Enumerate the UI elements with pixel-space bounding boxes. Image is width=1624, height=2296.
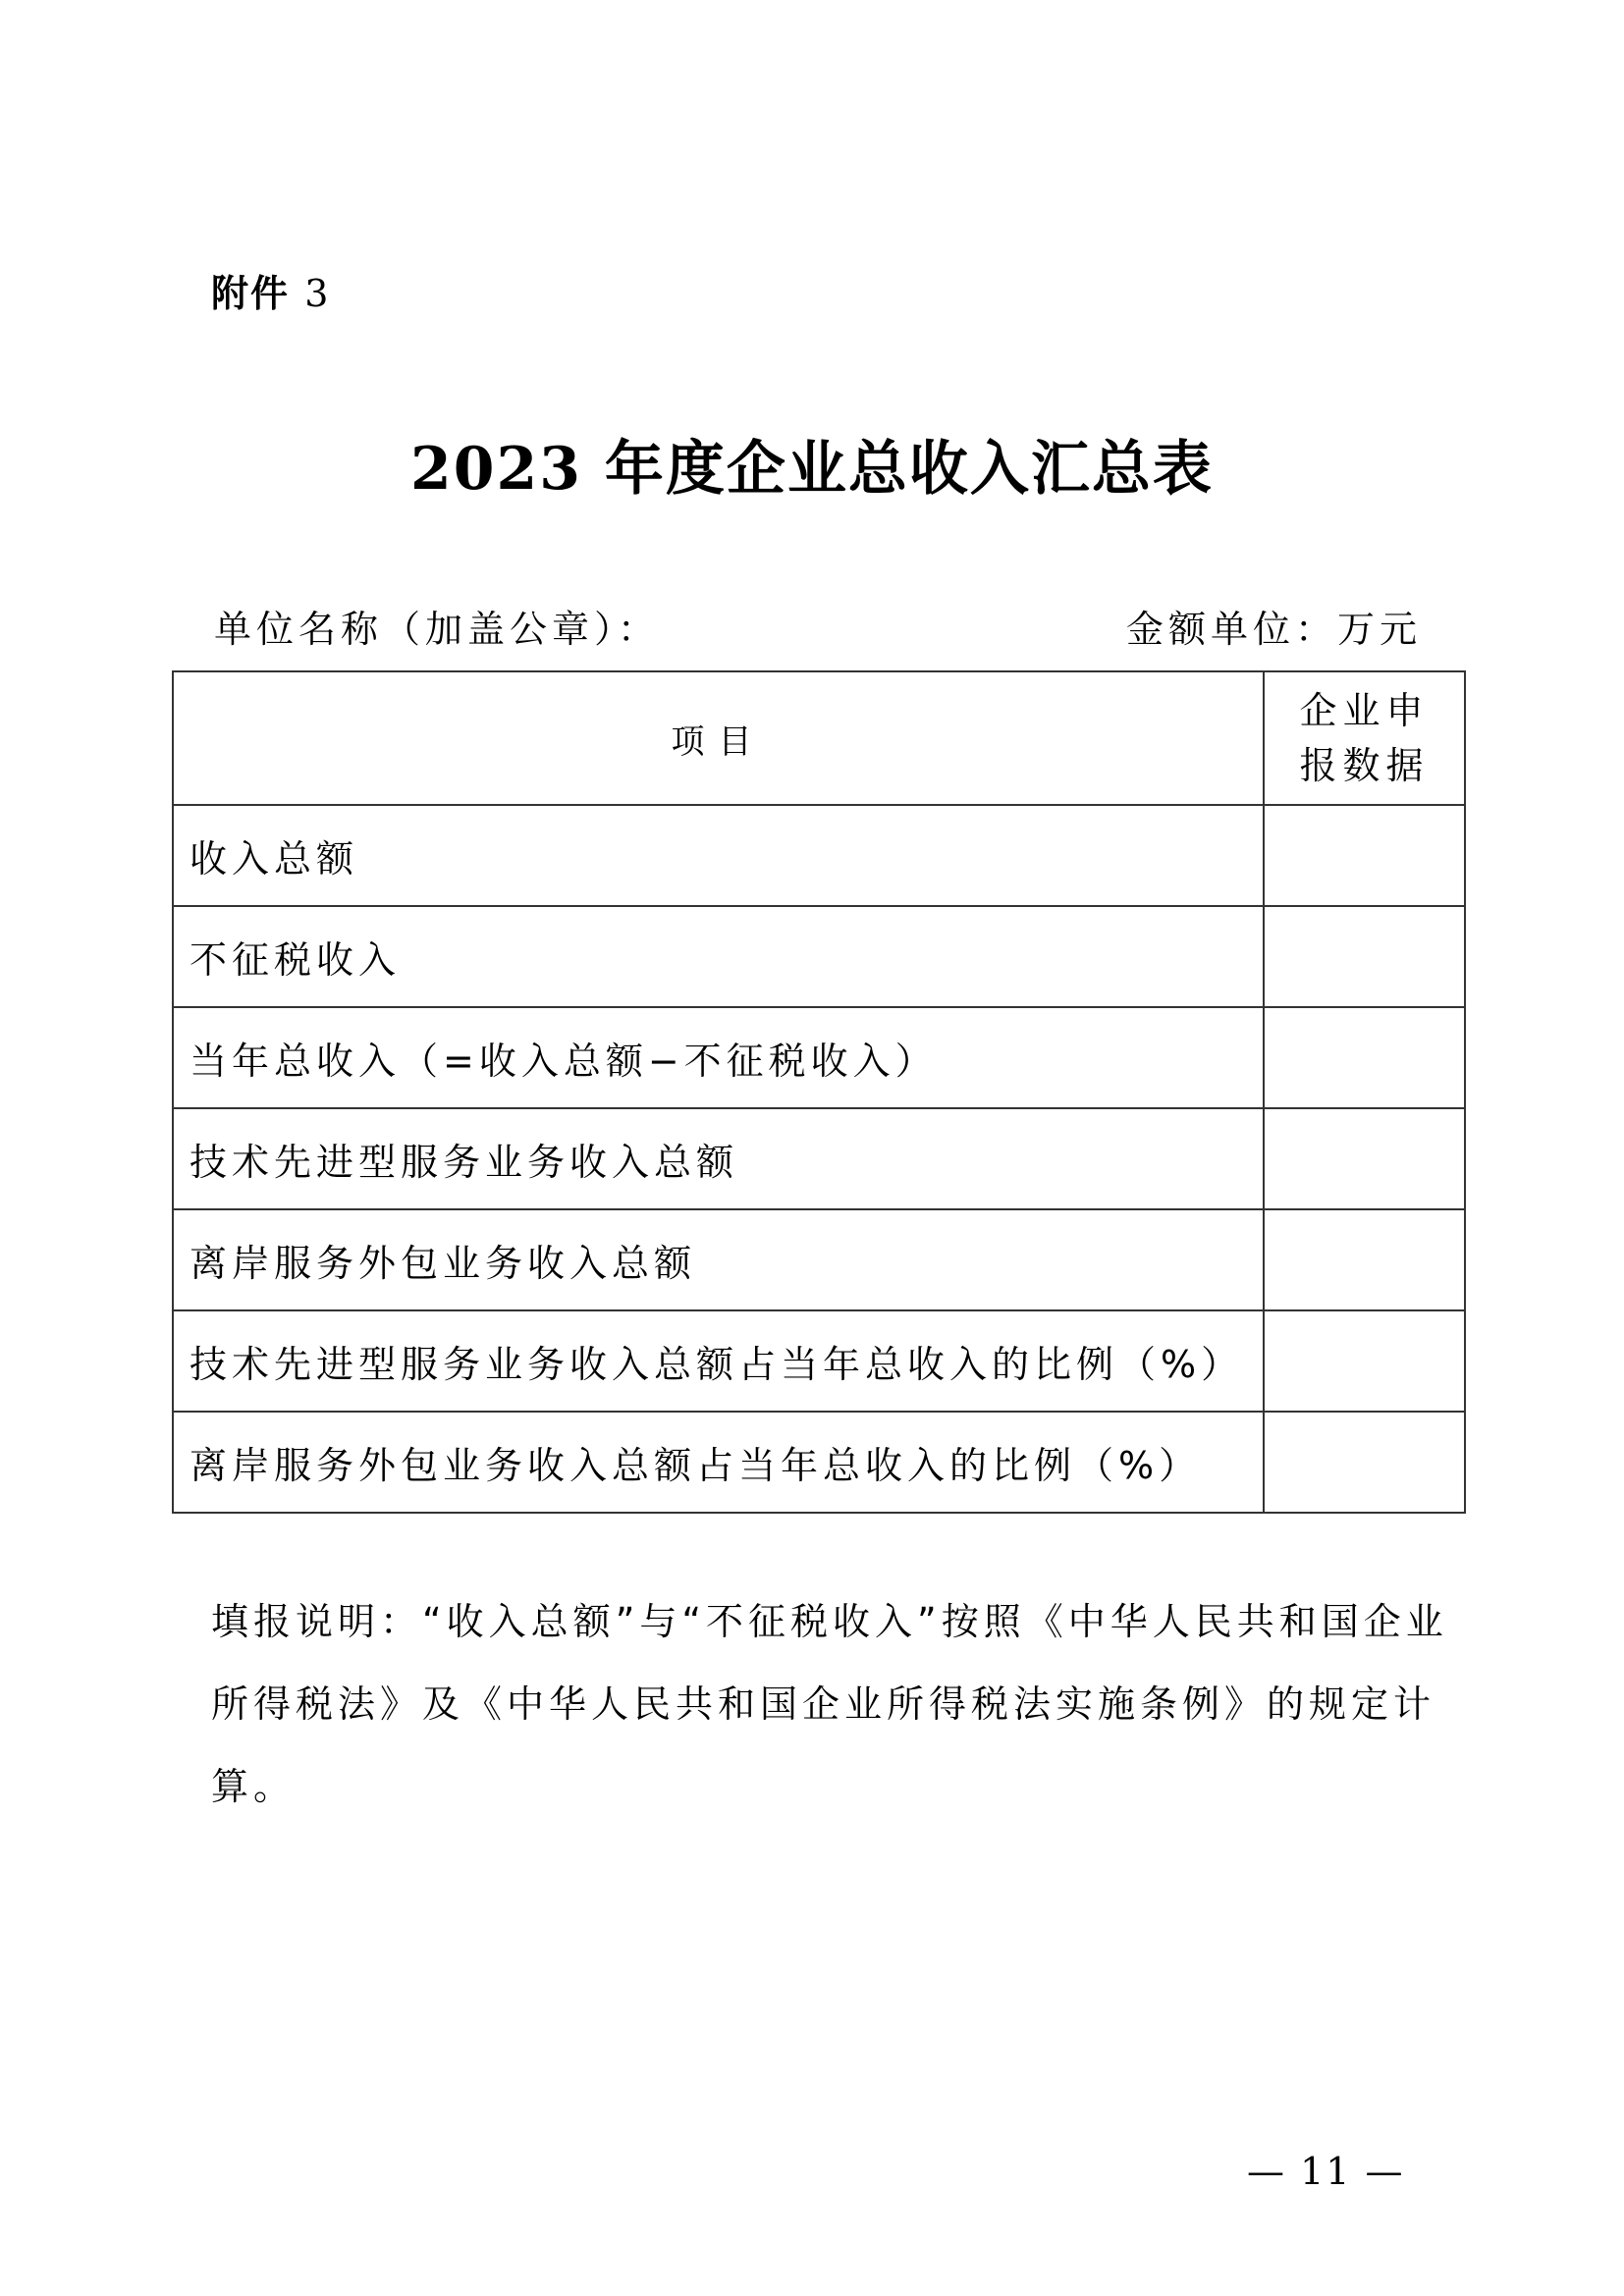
income-summary-table: [172, 670, 1466, 1514]
table-row: [173, 1209, 1465, 1310]
row-item-label: 技术先进型服务业务收入总额占当年总收入的比例（%）: [173, 1310, 1264, 1412]
table-row: [173, 906, 1465, 1007]
table-row: [173, 1412, 1465, 1513]
table-row: [173, 1108, 1465, 1209]
row-item-label: 离岸服务外包业务收入总额占当年总收入的比例（%）: [173, 1412, 1264, 1513]
page-title: 2023 年度企业总收入汇总表: [410, 435, 1214, 504]
row-item-label: 不征税收入: [173, 906, 1264, 1007]
row-value-cell[interactable]: [1264, 1209, 1465, 1310]
row-item-label: 当年总收入（=收入总额−不征税收入）: [173, 1007, 1264, 1108]
row-item-label: 离岸服务外包业务收入总额: [173, 1209, 1264, 1310]
filling-instructions: 填报说明：“收入总额”与“不征税收入”按照《中华人民共和国企业所得税法》及《中华人民共和国企业所得税法实施条例》的规定计算。: [211, 1600, 1448, 1808]
attachment-label: [211, 263, 330, 317]
table-row: [173, 805, 1465, 906]
row-value-cell[interactable]: [1264, 1007, 1465, 1108]
column-header-value-line1: 企业申: [1299, 689, 1430, 732]
row-value-cell[interactable]: [1264, 805, 1465, 906]
amount-unit-label: 金额单位：万元: [1125, 608, 1422, 651]
table-row: [173, 1310, 1465, 1412]
row-item-label: 收入总额: [173, 805, 1264, 906]
column-header-value-line2: 报数据: [1299, 744, 1430, 787]
table-header-row: [173, 671, 1465, 805]
row-value-cell[interactable]: [1264, 1310, 1465, 1412]
row-value-cell[interactable]: [1264, 1412, 1465, 1513]
column-header-value: [1264, 671, 1465, 805]
row-value-cell[interactable]: [1264, 906, 1465, 1007]
row-item-label: 技术先进型服务业务收入总额: [173, 1108, 1264, 1209]
column-header-item: 项目: [173, 671, 1264, 805]
unit-name-label: 单位名称（加盖公章）：: [214, 608, 661, 651]
attachment-label-text: 附件: [211, 272, 291, 315]
page-number: — 11 —: [1247, 2150, 1405, 2193]
attachment-number: 3: [304, 272, 331, 315]
table-row: [173, 1007, 1465, 1108]
row-value-cell[interactable]: [1264, 1108, 1465, 1209]
